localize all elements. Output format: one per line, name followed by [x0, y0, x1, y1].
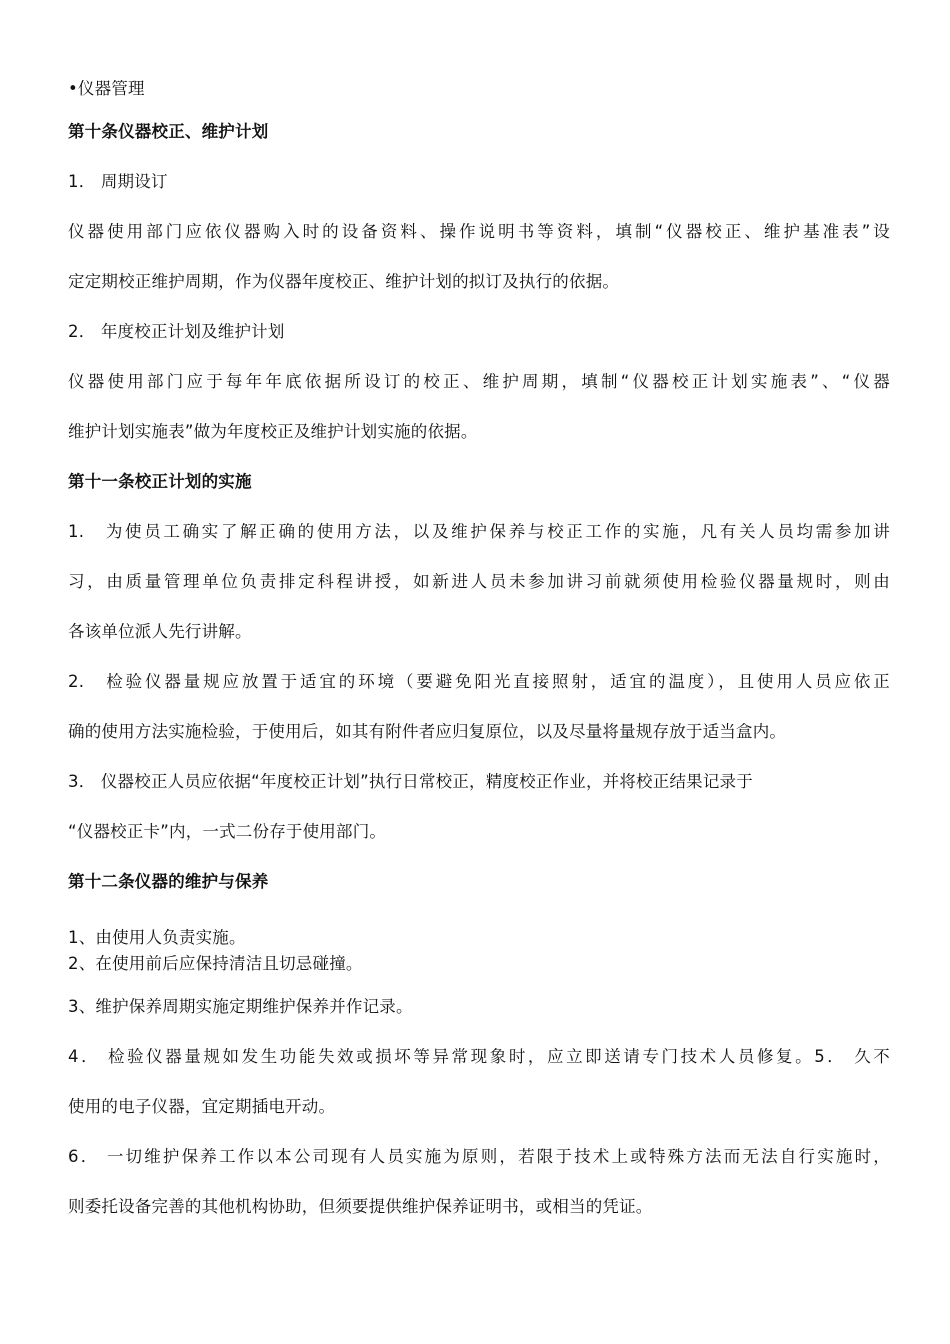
article-12-item-6-line-1: 6． 一切维护保养工作以本公司现有人员实施为原则，若限于技术上或特殊方法而无法自行实施时， — [68, 1147, 890, 1166]
section-heading: •仪器管理 — [68, 79, 145, 98]
article-12-item-6-line-2: 则委托设备完善的其他机构协助，但须要提供维护保养证明书，或相当的凭证。 — [68, 1197, 653, 1216]
article-12-item-1: 1、由使用人负责实施。 — [68, 928, 246, 947]
article-10-title: 第十条仪器校正、维护计划 — [68, 122, 269, 141]
article-10-item-1-title: 1． 周期设订 — [68, 172, 168, 191]
article-11-item-3-line-1: 3． 仪器校正人员应依据“年度校正计划”执行日常校正，精度校正作业，并将校正结果记录于 — [68, 772, 753, 791]
article-11-item-3-line-2: “仪器校正卡”内，一式二份存于使用部门。 — [68, 822, 387, 841]
article-10-item-1-text-line-2: 定定期校正维护周期，作为仪器年度校正、维护计划的拟订及执行的依据。 — [68, 272, 620, 291]
article-11-title: 第十一条校正计划的实施 — [68, 472, 252, 491]
article-12-item-4-line-1: 4． 检验仪器量规如发生功能失效或损坏等异常现象时，应立即送请专门技术人员修复。5． 久不 — [68, 1047, 890, 1066]
article-10-item-2-text-line-2: 维护计划实施表”做为年度校正及维护计划实施的依据。 — [68, 422, 478, 441]
article-12-item-3: 3、维护保养周期实施定期维护保养并作记录。 — [68, 997, 413, 1016]
article-10-item-2-text-line-1: 仪器使用部门应于每年年底依据所设订的校正、维护周期，填制“仪器校正计划实施表”、“仪器 — [68, 372, 890, 391]
article-11-item-1-line-2: 习，由质量管理单位负责排定科程讲授，如新进人员未参加讲习前就须使用检验仪器量规时，则由 — [68, 572, 890, 591]
article-10-item-2-title: 2． 年度校正计划及维护计划 — [68, 322, 285, 341]
article-11-item-1-line-3: 各该单位派人先行讲解。 — [68, 622, 252, 641]
article-10-item-1-text-line-1: 仪器使用部门应依仪器购入时的设备资料、操作说明书等资料，填制“仪器校正、维护基准表”设 — [68, 222, 890, 241]
article-11-item-2-line-1: 2. 检验仪器量规应放置于适宜的环境（要避免阳光直接照射，适宜的温度），且使用人员应依正 — [68, 672, 890, 691]
article-11-item-2-line-2: 确的使用方法实施检验，于使用后，如其有附件者应归复原位，以及尽量将量规存放于适当盒内。 — [68, 722, 787, 741]
article-12-item-2: 2、在使用前后应保持清洁且切忌碰撞。 — [68, 954, 363, 973]
article-11-item-1-line-1: 1. 为使员工确实了解正确的使用方法，以及维护保养与校正工作的实施，凡有关人员均需参加讲 — [68, 522, 890, 541]
article-12-title: 第十二条仪器的维护与保养 — [68, 872, 269, 891]
article-12-item-4-line-2: 使用的电子仪器，宜定期插电开动。 — [68, 1097, 336, 1116]
